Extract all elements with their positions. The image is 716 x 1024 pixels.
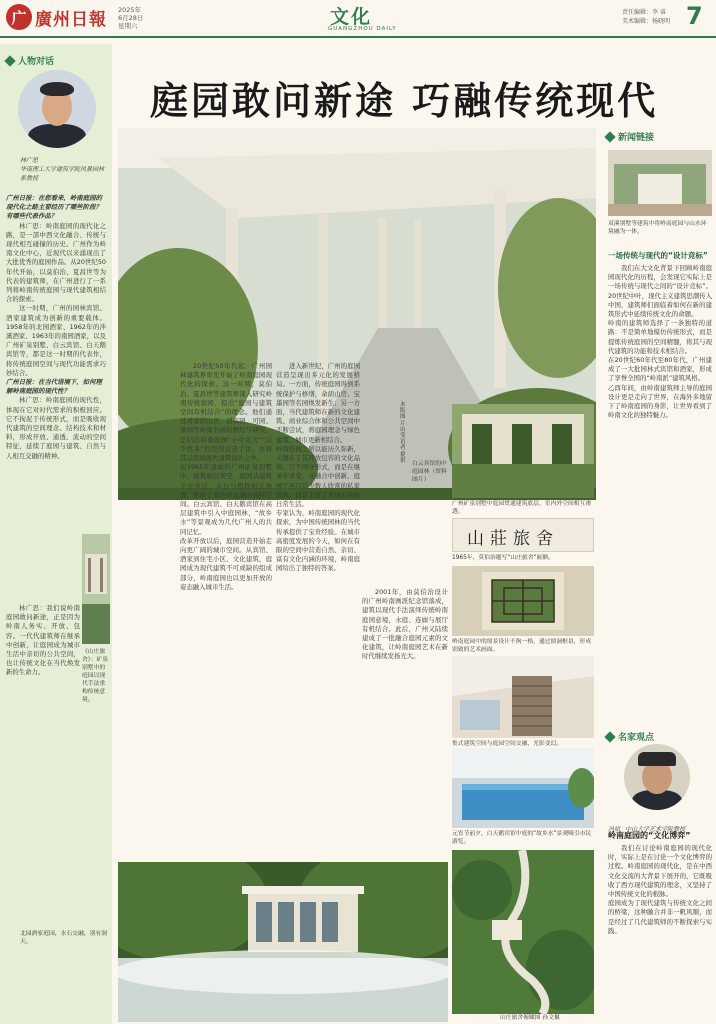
question-1: 广州日报：在您看来，岭南庭园的现代化之路主要经历了哪些阶段？有哪些代表作品？ [6, 194, 102, 221]
photo-pool [452, 748, 594, 828]
answer-3: 林广思：我们说岭南庭园敢问新途，正是因为岭南人务实、开放、包容。一代代建筑师在继承中创新，让庭园成为城市生活中亲切的公共空间，也让传统文化在当代焕发新的生命力。 [6, 604, 80, 677]
photo-signboard-caption: 1965年，莫伯治题写“山庄旅舍”匾额。 [452, 555, 554, 561]
expert-view-label: 名家观点 [618, 733, 655, 743]
tag-label: 人物对话 [18, 57, 55, 67]
expert-hat [638, 752, 676, 766]
interviewee-avatar [18, 70, 96, 148]
expert-text: 我们在讨论岭南庭园的现代化时，实际上是在讨论一个文化博弈的过程。岭南庭园的现代化，是在中西文化交流的大背景下展开的，它既吸收了西方现代建筑的理念，又坚持了中国传统文化的根脉。 庭园成为了现代建筑与传统文化之间的桥梁，这种融合并非一帆风顺，而是经过了几代建筑师的不断探索与实践。 [608, 844, 712, 935]
section-subtitle: GUANGZHOU DAILY [328, 26, 397, 32]
photo-courtyard [452, 404, 594, 498]
section-title: 文化 [330, 6, 373, 28]
photo-pool-caption: 元宵节前夕，白天鹅宾馆中庭的“故乡水”景观吸引市民游览。 [452, 831, 592, 845]
photo-window [452, 566, 594, 636]
article-col-3 [362, 588, 448, 662]
issue-date-2: 6月28日 [118, 14, 144, 22]
expert-text-block [608, 844, 712, 936]
photo-aerial-art [452, 850, 594, 1014]
editor-line-2: 美术编辑：杨晓明 [622, 18, 671, 25]
photo-courtyard-caption: 广州矿泉别墅中庭园贯通建筑底层，室内外空间相互渗透。 [452, 501, 592, 515]
answer-2: 林广思：岭南庭园的现代性，体现在它对时代需求的积极回应。它不拘泥于传统形式，而是吸收现代建筑的空间理念、结构技术和材料，形成开放、通透、流动的空间特征，延续了庭园与建筑、自然与人相互交融的精神。 [6, 396, 106, 460]
issue-date: 2025年 [118, 6, 142, 14]
photo-window-caption: 岭南庭园中的窗景设计不拘一格，通过窗洞框景，形成别致的艺术画面。 [452, 639, 592, 653]
photo-aerial [452, 850, 594, 1014]
expert-name: 冯原 [608, 826, 621, 833]
article-text-1: 20世纪50年代起，广州园林建筑界率先开始了岭南庭园现代化的探索。这一时期，莫伯治、夏昌世等建筑师深入研究岭南传统庭园，提出“庭园与建筑空间有机结合”的理念。他们通过对余荫山房、清晖园、可园、梁园等岭南名园的测绘与研究，总结出岭南庭园“小中见大”“以少胜多”的空间营造手法，并将其运用到现代建筑设计之中。 在1965年建成的广州矿泉别墅中，建筑底层架空，庭园从建筑下方穿过，水石与植物相互渗透，形成了室内外交融的独特空间。白云宾馆、白天鹅宾馆在高层建筑中引入中庭园林，“故乡水”等景观成为几代广州人的共同记忆。 改革开放以后，庭园营造开始走向更广阔的城市空间。从宾馆、酒家到住宅小区、文化建筑，庭园成为现代建筑不可或缺的组成部分，岭南庭园也以更加开放的姿态融入城市生活。 [180, 362, 272, 591]
diamond-icon [4, 55, 15, 66]
issue-info [118, 6, 143, 30]
interview-column [0, 44, 112, 1024]
photo-left-small [82, 534, 110, 644]
left-photo-caption: 《山庄旅舍》：矿泉别墅中的庭园以现代手法重构传统意境。 [82, 649, 109, 703]
signboard-text: 山莊旅舍 [467, 529, 559, 549]
interviewee-name: 林广思 [20, 157, 39, 164]
photo-pavilion-art [118, 862, 448, 1022]
diamond-icon [604, 131, 615, 142]
page-number: 7 [686, 2, 703, 30]
news-text-block [608, 264, 712, 420]
editor-line-1: 责任编辑：李 睿 [622, 9, 666, 16]
issue-weekday: 星期六 [118, 22, 138, 30]
article-col-1 [180, 362, 272, 592]
avatar-hair [40, 82, 74, 96]
editor-credits [622, 8, 670, 26]
photo-courtyard-art [452, 404, 594, 498]
article-col-2 [276, 362, 360, 574]
interview-text-top [6, 194, 106, 461]
news-photo [608, 150, 712, 216]
answer-1: 林广思：岭南庭园的现代化之路，是一部中西文化融合、传统与现代相互碰撞的历史。广州作为岭南文化中心，近现代以来涌现出了大批优秀的庭园作品。从20世纪50年代开始，以莫伯治、夏昌世等为代表的建筑师，在广州进行了一系列将岭南传统庭园与现代建筑相结合的探索。 [6, 221, 106, 304]
logo-mark: 广 [6, 4, 32, 30]
masthead [0, 0, 716, 38]
sidebar-column [600, 130, 716, 1024]
diamond-icon [604, 731, 615, 742]
news-link-tag [606, 130, 654, 143]
interviewee-title: 华南理工大学建筑学院风景园林系教授 [20, 166, 105, 182]
photo-aerial-caption: 山庄旅舍俯瞰图 孙文摄 [500, 1015, 560, 1021]
main-photo-caption: 白云宾馆的中庭园林（资料图片） [412, 461, 447, 483]
photo-pavilion-caption: 北园酒家庭园，水石交融，别有洞天。 [20, 931, 107, 945]
avatar-body [28, 124, 86, 148]
photo-credit-vertical: 本版图片由受访者提供 [400, 402, 406, 464]
expert-view-head: 岭南庭园的“文化博弈” [608, 831, 691, 840]
section-tag [6, 54, 54, 67]
expert-title: 中山大学艺术学院教授 [625, 826, 686, 833]
article-text-2: 进入新世纪，广州的庭园营造呈现出多元化的发展格局。一方面，传统庭园得到系统保护与修缮，余荫山房、宝墨园等名园焕发新生；另一方面，当代建筑师在新的文化建筑、商业综合体和公共空间中不断尝试，将庭园理念与绿色建筑、城市更新相结合。 岭南庭园之所以能历久弥新，关键在于其开放包容的文化品格。它不固守形式，而是在继承中求变，在融合中创新。庭园不再只是少数人欣赏的私家园林，而是走进了普通市民的日常生活。 专家认为，岭南庭园的现代化探索，为中国传统园林的当代传承提供了宝贵经验。在城市高密度发展的今天，如何在有限的空间中营造自然、亲切、富有文化内涵的环境，岭南庭园给出了独特的答案。 [276, 362, 360, 573]
interview-text-bottom [6, 604, 80, 678]
expert-avatar [624, 744, 690, 810]
photo-pool-art [452, 748, 594, 828]
photo-signboard [452, 518, 594, 552]
photo-interior-caption: 集式建筑空间与庭园空间交融，光影变幻。 [452, 741, 563, 747]
expert-view-tag [606, 730, 654, 743]
news-photo-art [608, 150, 712, 216]
news-text: 我们在大文化背景下回顾岭南庭园现代化的历程，会发现它实际上是一场传统与现代之间的“设计竞标”。20世纪中叶，现代主义建筑思潮传入中国，建筑师们面临着如何在新的建筑形式中延续传统文化的命题。 岭南的建筑师选择了一条独特的道路：不是简单地模仿传统形式，而是提炼传统庭园的空间精髓，将其与现代建筑的功能和技术相结合。 在20世纪60年代至80年代，广州建成了一大批园林式宾馆和酒家，形成了享誉全国的“岭南派”建筑风格。 乙酉年间，由岭南建筑师主导的庭园设计更是走向了世界，在海外多地留下了岭南庭园的身影，让世界看到了岭南文化的独特魅力。 [608, 264, 712, 420]
photo-interior [452, 656, 594, 738]
photo-interior-art [452, 656, 594, 738]
newspaper-logo [6, 4, 107, 30]
interviewee-info [20, 156, 108, 183]
news-link-label: 新闻链接 [618, 133, 655, 143]
logo-text: 廣州日報 [35, 9, 107, 30]
article-text-3: 2001年，由莫伯治设计的广州岭南画派纪念馆落成，建筑以现代手法演绎传统岭南庭园意境，水庭、连廊与展厅有机结合。此后，广州又陆续建成了一批融合庭园元素的文化建筑，让岭南庭园艺术在新时代继续发扬光大。 [362, 588, 448, 661]
photo-window-art [452, 566, 594, 636]
news-photo-caption: 双溪别墅等建筑中将岭南庭园与山水环境融为一体。 [608, 221, 707, 235]
headline: 庭园敢问新途 巧融传统现代 [150, 78, 659, 123]
question-2: 广州日报：在当代语境下，如何理解岭南庭园的现代性？ [6, 378, 102, 396]
photo-pavilion [118, 862, 448, 1022]
news-subhead: 一场传统与现代的“设计竞标” [608, 251, 708, 260]
photo-left-small-art [82, 534, 110, 644]
answer-1b: 这一时期，广州的园林宾馆、酒家建筑成为创新的重要载体。1958年的北园酒家、1962年的泮溪酒家、1963年的南园酒家，以及广州矿泉别墅、白云宾馆、白天鹅宾馆等，都是这一时期的代表作，将传统庭园空间与现代功能需求巧妙结合。 [6, 304, 106, 377]
